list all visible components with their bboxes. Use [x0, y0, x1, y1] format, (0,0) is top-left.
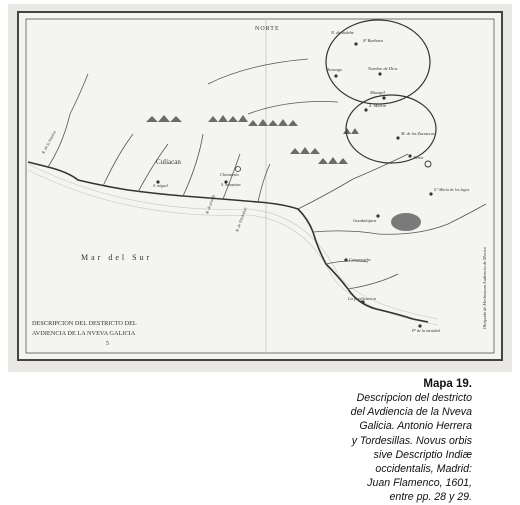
place-s-miguel: S. miguel [153, 183, 168, 188]
sea-label: Mar del Sur [81, 253, 153, 262]
map-caption [300, 378, 472, 505]
caption-title: Mapa 19. [423, 378, 472, 390]
place-s-maria-lagos: S.ª Maria de los lagos [434, 187, 470, 192]
caption-body: Descripcion del destricto del Avdiencia de la Nveva Galicia. Antonio Herrera y Tordesillas. Novus orbis sive Descriptio Indiæ occidentalis, Madrid: Juan Flamenco, 1601, entre pp. 28 y 29. [350, 392, 472, 504]
place-s-sebastian: S. Sebastian [221, 182, 241, 187]
place-s-barbara: Sª Barbara [363, 38, 383, 43]
place-nombre-de-dios: Nombre de Dios [368, 66, 398, 71]
place-purificacion: La purificacion [348, 296, 376, 301]
place-s-martin: S. Martin [369, 103, 387, 108]
lake-chapala [391, 213, 421, 231]
side-label-obispado: Obispado de Mechoacan Audiencia de Mexico [482, 247, 487, 329]
river-label-tololotlan: R. de Tololotlan [234, 206, 248, 233]
place-n-de-indehe: N. de Indehe [331, 30, 354, 35]
river-label-piastla: R. de piastla [204, 193, 216, 215]
place-durango: Durango [326, 67, 343, 72]
cartouche-line-1: DESCRIPCION DEL DESTRICTO DEL [32, 320, 137, 327]
cartouche-number: 5 [106, 341, 109, 347]
historical-map [8, 4, 512, 372]
place-compostela: Compostela [349, 257, 371, 262]
place-mazapil: Mazapil [370, 90, 385, 95]
place-m-de-los-zacatecas: M. de los Zacatecas [401, 131, 435, 136]
region-label-culiacan: Culiacan [156, 158, 181, 166]
place-xerez: Xerez [413, 155, 424, 160]
place-pto-de-la-navidad: Pº de la navidad [412, 328, 440, 333]
river-label-sinaloa: R. de la Sinaloa [40, 129, 57, 155]
place-chiametla: Chiametla [220, 172, 239, 177]
place-guadalajara: Guadalajara [353, 218, 377, 223]
north-label: NORTE [255, 26, 280, 32]
cartouche-line-2: AVDIENCIA DE LA NVEVA GALICIA [32, 330, 136, 337]
